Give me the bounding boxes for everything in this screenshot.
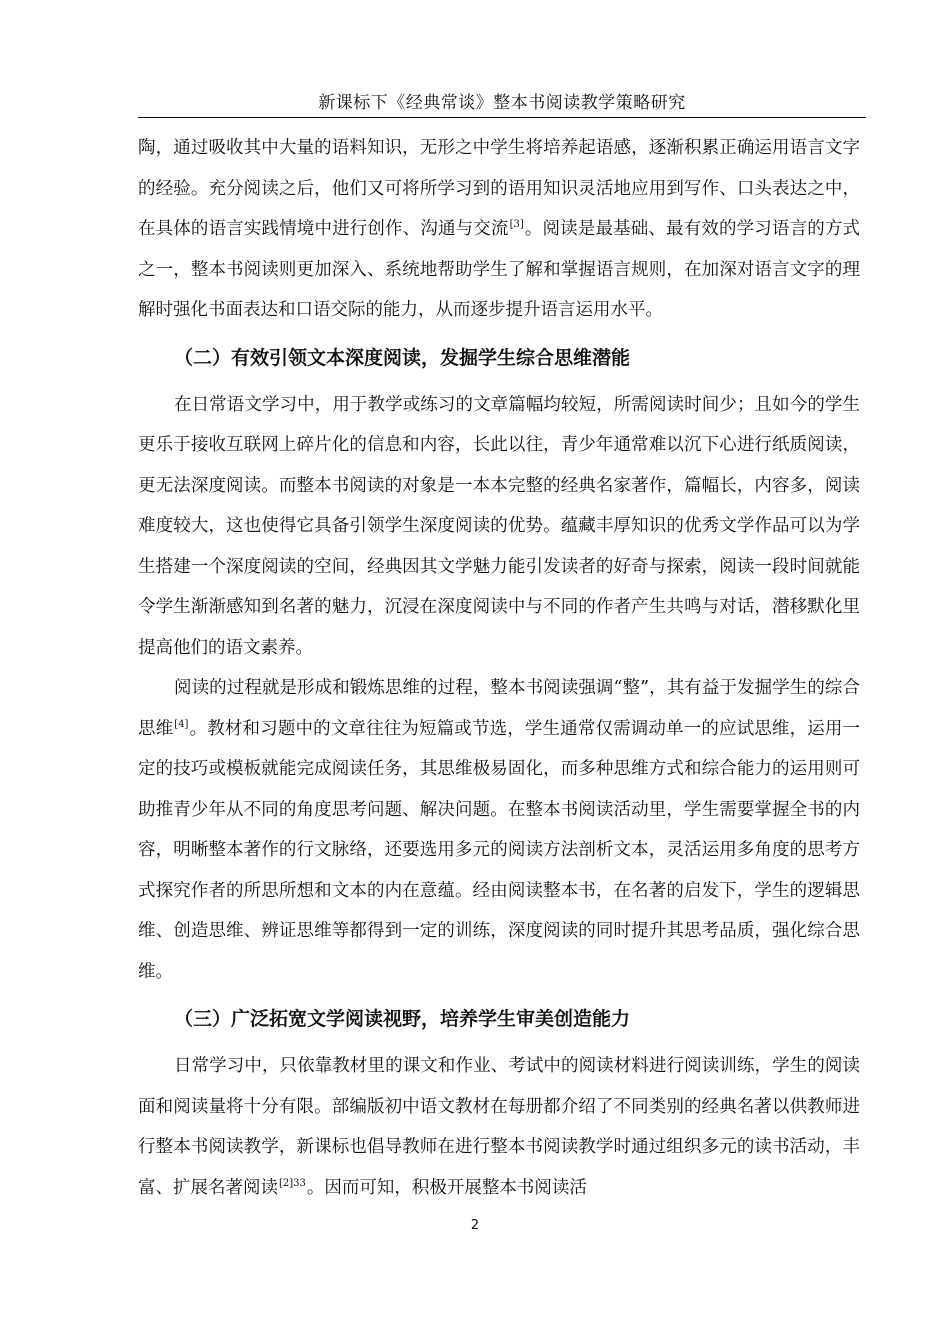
paragraph-text: 在日常语文学习中，用于教学或练习的文章篇幅均较短，所需阅读时间少；且如今的学生更乐于接收互联网上碎片化的信息和内容，长此以往，青少年通常难以沉下心进行纸质阅读，更无法深度阅读。而整本书阅读的对象是一本本完整的经典名家著作，篇幅长，内容多，阅读难度较大，这也使得它具备引领学生深度阅读的优势。蕴藏丰厚知识的优秀文学作品可以为学生搭建一个深度阅读的空间，经典因其文学魅力能引发读者的好奇与探索，阅读一段时间就能令学生渐渐感知到名著的魅力，沉浸在深度阅读中与不同的作者产生共鸣与对话，潜移默化里提高他们的语文素养。 <box>138 394 860 658</box>
header-rule <box>138 117 866 118</box>
paragraph-text: 。因而可知，积极开展整本书阅读活 <box>306 1177 587 1198</box>
paragraph-text: 阅读的过程就是形成和锻炼思维的过程，整本书阅读强调“整”，其有益于发掘学生的综合思维 <box>138 678 860 739</box>
section-heading: （二）有效引领文本深度阅读，发掘学生综合思维潜能 <box>174 346 631 369</box>
page-number: 2 <box>470 1218 480 1233</box>
citation-marker: [3] <box>509 219 524 230</box>
body-paragraph <box>138 385 860 669</box>
body-paragraph <box>138 128 860 331</box>
paragraph-text: 日常学习中，只依靠教材里的课文和作业、考试中的阅读材料进行阅读训练，学生的阅读面和阅读量将十分有限。部编版初中语文教材在每册都介绍了不同类别的经典名著以供教师进行整本书阅读教学，新课标也倡导教师在进行整本书阅读教学时通过组织多元的读书活动，丰富、扩展名著阅读 <box>138 1056 860 1198</box>
citation-marker: [2]33 <box>279 1177 306 1189</box>
page-body <box>138 128 860 1208</box>
citation-marker: [4] <box>174 718 189 730</box>
body-paragraph <box>138 668 860 992</box>
section-heading: （三）广泛拓宽文学阅读视野，培养学生审美创造能力 <box>174 1008 631 1030</box>
paragraph-text: 陶，通过吸收其中大量的语料知识，无形之中学生将培养起语感，逐渐积累正确运用语言文字的经验。充分阅读之后，他们又可将所学习到的语用知识灵活地应用到写作、口头表达之中，在具体的语言实践情境中进行创作、沟通与交流 <box>138 138 860 239</box>
running-header: 新课标下《经典常谈》整本书阅读教学策略研究 <box>318 93 686 113</box>
paragraph-text: 。教材和习题中的文章往往为短篇或节选，学生通常仅需调动单一的应试思维，运用一定的技巧或模板就能完成阅读任务，其思维极易固化，而多种思维方式和综合能力的运用则可助推青少年从不同的角度思考问题、解决问题。在整本书阅读活动里，学生需要掌握全书的内容，明晰整本著作的行文脉络，还要选用多元的阅读方法剖析文本，灵活运用多角度的思考方式探究作者的所思所想和文本的内在意蕴。经由阅读整本书，在名著的启发下，学生的逻辑思维、创造思维、辨证思维等都得到一定的训练，深度阅读的同时提升其思考品质，强化综合思维。 <box>138 718 861 982</box>
body-paragraph <box>138 1046 860 1208</box>
paragraph-text: 。阅读是最基础、最有效的学习语言的方式之一，整本书阅读则更加深入、系统地帮助学生了解和掌握语言规则，在加深对语言文字的理解时强化书面表达和口语交际的能力，从而逐步提升语言运用水平。 <box>138 219 861 320</box>
